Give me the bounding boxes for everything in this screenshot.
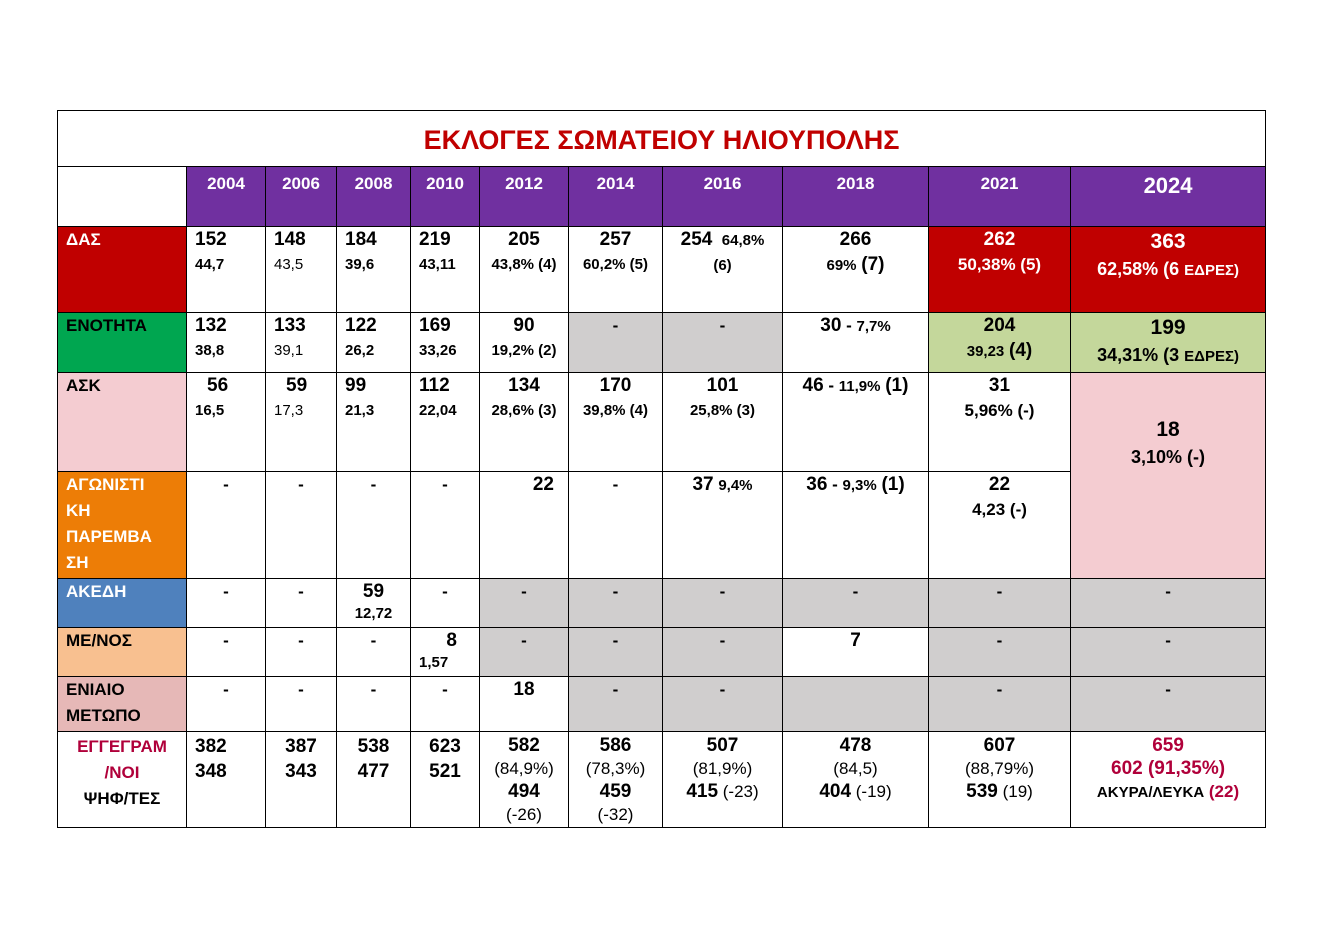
corner-cell <box>58 167 187 227</box>
eniaio-2016: - <box>663 677 783 732</box>
eniaio-2008: - <box>337 677 411 732</box>
das-2021: 262 50,38% (5) <box>929 227 1071 313</box>
enotita-2024: 199 34,31% (3 ΕΔΡΕΣ) <box>1071 313 1266 373</box>
enotita-2006: 133 39,1 <box>266 313 337 373</box>
totals-2024: 659 602 (91,35%) ΑΚΥΡΑ/ΛΕΥΚΑ (22) <box>1071 732 1266 828</box>
agonistiki-2014: - <box>569 472 663 579</box>
year-2018: 2018 <box>783 167 929 227</box>
enotita-2010: 169 33,26 <box>411 313 480 373</box>
party-label-ask: ΑΣΚ <box>58 373 187 472</box>
das-2010: 219 43,11 <box>411 227 480 313</box>
akedi-2004: - <box>187 579 266 628</box>
row-das <box>58 227 1266 313</box>
totals-2010: 623 521 <box>411 732 480 828</box>
menos-2008: - <box>337 628 411 677</box>
totals-2008: 538 477 <box>337 732 411 828</box>
year-header-row <box>58 167 1266 227</box>
eniaio-2010: - <box>411 677 480 732</box>
akedi-2021: - <box>929 579 1071 628</box>
totals-2016: 507 (81,9%) 415 (-23) <box>663 732 783 828</box>
akedi-2018: - <box>783 579 929 628</box>
akedi-2012: - <box>480 579 569 628</box>
ask-2008: 99 21,3 <box>337 373 411 472</box>
menos-2018: 7 <box>783 628 929 677</box>
eniaio-2018 <box>783 677 929 732</box>
ask-2021: 31 5,96% (-) <box>929 373 1071 472</box>
party-label-enotita: ΕΝΟΤΗΤΑ <box>58 313 187 373</box>
party-label-das: ΔΑΣ <box>58 227 187 313</box>
totals-2004: 382 348 <box>187 732 266 828</box>
das-2004: 152 44,7 <box>187 227 266 313</box>
menos-2016: - <box>663 628 783 677</box>
akedi-2006: - <box>266 579 337 628</box>
eniaio-2021: - <box>929 677 1071 732</box>
row-enotita <box>58 313 1266 373</box>
ask-2004: 56 16,5 <box>187 373 266 472</box>
enotita-2004: 132 38,8 <box>187 313 266 373</box>
menos-2010: 8 1,57 <box>411 628 480 677</box>
enotita-2016: - <box>663 313 783 373</box>
year-2024: 2024 <box>1071 167 1266 227</box>
enotita-2021: 204 39,23 (4) <box>929 313 1071 373</box>
year-2010: 2010 <box>411 167 480 227</box>
agonistiki-2006: - <box>266 472 337 579</box>
ask-2018: 46 - 11,9% (1) <box>783 373 929 472</box>
menos-2024: - <box>1071 628 1266 677</box>
row-eniaio <box>58 677 1266 732</box>
party-label-eniaio: ΕΝΙΑΙΟ ΜΕΤΩΠΟ <box>58 677 187 732</box>
eniaio-2006: - <box>266 677 337 732</box>
row-menos <box>58 628 1266 677</box>
das-2024: 363 62,58% (6 ΕΔΡΕΣ) <box>1071 227 1266 313</box>
row-totals <box>58 732 1266 828</box>
year-2004: 2004 <box>187 167 266 227</box>
eniaio-2014: - <box>569 677 663 732</box>
year-2021: 2021 <box>929 167 1071 227</box>
ask-2014: 170 39,8% (4) <box>569 373 663 472</box>
row-akedi <box>58 579 1266 628</box>
das-2008: 184 39,6 <box>337 227 411 313</box>
das-2014: 257 60,2% (5) <box>569 227 663 313</box>
totals-2014: 586 (78,3%) 459 (-32) <box>569 732 663 828</box>
year-2008: 2008 <box>337 167 411 227</box>
election-results-table <box>57 110 1266 828</box>
das-2018: 266 69% (7) <box>783 227 929 313</box>
enotita-2008: 122 26,2 <box>337 313 411 373</box>
party-label-agonistiki: ΑΓΩΝΙΣΤΙ ΚΗ ΠΑΡΕΜΒΑ ΣΗ <box>58 472 187 579</box>
ask-2006: 59 17,3 <box>266 373 337 472</box>
agonistiki-2010: - <box>411 472 480 579</box>
enotita-2018: 30 - 7,7% <box>783 313 929 373</box>
menos-2021: - <box>929 628 1071 677</box>
enotita-2014: - <box>569 313 663 373</box>
totals-label: ΕΓΓΕΓΡΑΜ /ΝΟΙ ΨΗΦ/ΤΕΣ <box>58 732 187 828</box>
row-ask <box>58 373 1266 472</box>
das-2006: 148 43,5 <box>266 227 337 313</box>
ask-2024: 18 3,10% (-) <box>1071 373 1266 579</box>
menos-2012: - <box>480 628 569 677</box>
eniaio-2004: - <box>187 677 266 732</box>
totals-2012: 582 (84,9%) 494 (-26) <box>480 732 569 828</box>
eniaio-2012: 18 <box>480 677 569 732</box>
menos-2014: - <box>569 628 663 677</box>
year-2012: 2012 <box>480 167 569 227</box>
party-label-menos: ΜΕ/ΝΟΣ <box>58 628 187 677</box>
akedi-2014: - <box>569 579 663 628</box>
menos-2004: - <box>187 628 266 677</box>
agonistiki-2021: 22 4,23 (-) <box>929 472 1071 579</box>
page-title: ΕΚΛΟΓΕΣ ΣΩΜΑΤΕΙΟΥ ΗΛΙΟΥΠΟΛΗΣ <box>58 111 1266 167</box>
das-2016: 254 64,8% (6) <box>663 227 783 313</box>
ask-2010: 112 22,04 <box>411 373 480 472</box>
agonistiki-2016: 37 9,4% <box>663 472 783 579</box>
agonistiki-2004: - <box>187 472 266 579</box>
enotita-2012: 90 19,2% (2) <box>480 313 569 373</box>
totals-2006: 387 343 <box>266 732 337 828</box>
akedi-2024: - <box>1071 579 1266 628</box>
totals-2021: 607 (88,79%) 539 (19) <box>929 732 1071 828</box>
party-label-akedi: ΑΚΕΔΗ <box>58 579 187 628</box>
agonistiki-2012: 22 <box>480 472 569 579</box>
akedi-2008: 59 12,72 <box>337 579 411 628</box>
year-2016: 2016 <box>663 167 783 227</box>
menos-2006: - <box>266 628 337 677</box>
das-2012: 205 43,8% (4) <box>480 227 569 313</box>
totals-2018: 478 (84,5) 404 (-19) <box>783 732 929 828</box>
akedi-2016: - <box>663 579 783 628</box>
eniaio-2024: - <box>1071 677 1266 732</box>
akedi-2010: - <box>411 579 480 628</box>
year-2006: 2006 <box>266 167 337 227</box>
ask-2012: 134 28,6% (3) <box>480 373 569 472</box>
ask-2016: 101 25,8% (3) <box>663 373 783 472</box>
agonistiki-2008: - <box>337 472 411 579</box>
agonistiki-2018: 36 - 9,3% (1) <box>783 472 929 579</box>
year-2014: 2014 <box>569 167 663 227</box>
